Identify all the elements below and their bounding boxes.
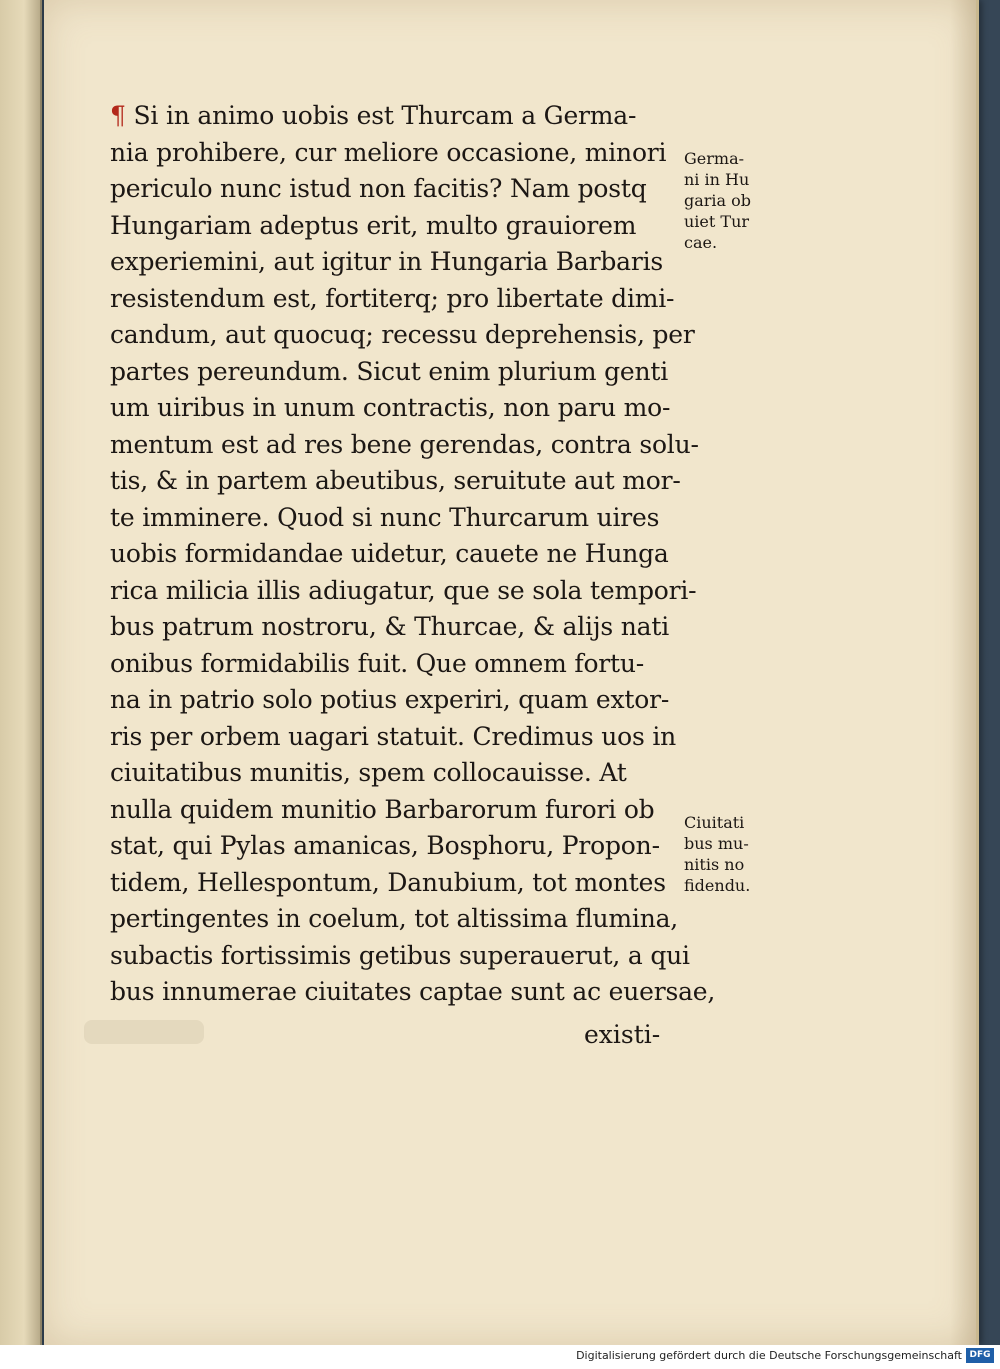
text-line: experiemini, aut igitur in Hungaria Barbaris	[110, 247, 664, 276]
margin-note-ciuitatibus	[684, 812, 804, 896]
margin-note-line: bus mu-	[684, 834, 749, 853]
paragraph-mark-icon: ¶	[110, 101, 126, 130]
text-line: nia prohibere, cur meliore occasione, minori	[110, 137, 667, 167]
margin-note-line: cae.	[684, 233, 718, 252]
text-line: uobis formidandae uidetur, cauete ne Hunga	[110, 539, 669, 568]
text-line: pertingentes in coelum, tot altissima flumina,	[110, 904, 679, 933]
margin-note-line: Germa-	[684, 149, 745, 168]
text-line: tis, & in partem abeutibus, seruitute aut mor-	[110, 466, 681, 495]
text-line: bus patrum nostroru, & Thurcae, & alijs nati	[110, 612, 670, 641]
margin-note-line: garia ob	[684, 191, 752, 210]
margin-note-line: uiet Tur	[684, 212, 750, 231]
text-line: ciuitatibus munitis, spem collocauisse. At	[110, 758, 627, 787]
text-line: bus innumerae ciuitates captae sunt ac euersae,	[110, 977, 716, 1006]
previous-page-edge	[0, 0, 42, 1345]
text-line: nulla quidem munitio Barbarorum furori ob	[110, 794, 655, 824]
text-line: um uiribus in unum contractis, non paru mo-	[110, 393, 671, 422]
text-line: na in patrio solo potius experiri, quam extor-	[110, 685, 670, 714]
margin-note-line: fidendu.	[684, 876, 751, 895]
text-line: Hungariam adeptus erit, multo grauiorem	[110, 210, 637, 240]
margin-note-line: Ciuitati	[684, 813, 745, 832]
text-line: stat, qui Pylas amanicas, Bosphoru, Propon-	[110, 831, 660, 860]
margin-note-line: ni in Hu	[684, 170, 750, 189]
text-line: onibus formidabilis fuit. Que omnem fortu-	[110, 648, 645, 678]
text-line: ris per orbem uagari statuit. Credimus uos in	[110, 721, 677, 751]
margin-note-germani	[684, 148, 804, 253]
text-line: te imminere. Quod si nunc Thurcarum uires	[110, 502, 660, 532]
faded-text-smudge	[84, 1020, 204, 1044]
margin-note-line: nitis no	[684, 855, 745, 874]
text-line: candum, aut quocuq; recessu deprehensis, per	[110, 320, 695, 349]
text-line: partes pereundum. Sicut enim plurium genti	[110, 356, 669, 386]
text-line: mentum est ad res bene gerendas, contra solu-	[110, 429, 699, 459]
text-line: ¶ Si in animo uobis est Thurcam a Germa-	[110, 101, 637, 130]
text-line: rica milicia illis adiugatur, que se sola tempori-	[110, 575, 697, 605]
footer-credit: Digitalisierung gefördert durch die Deutsche Forschungsgemeinschaft	[576, 1349, 962, 1362]
text-line: resistendum est, fortiterq; pro libertate dimi-	[110, 283, 675, 313]
text-line: subactis fortissimis getibus superauerut, a qui	[110, 940, 690, 970]
book-page	[44, 0, 979, 1345]
main-text-block	[110, 98, 750, 1011]
dfg-logo-icon: DFG	[966, 1348, 994, 1363]
text-line: periculo nunc istud non facitis? Nam postq	[110, 174, 647, 203]
text-line: tidem, Hellespontum, Danubium, tot montes	[110, 867, 666, 897]
catchword: existi-	[584, 1020, 661, 1049]
